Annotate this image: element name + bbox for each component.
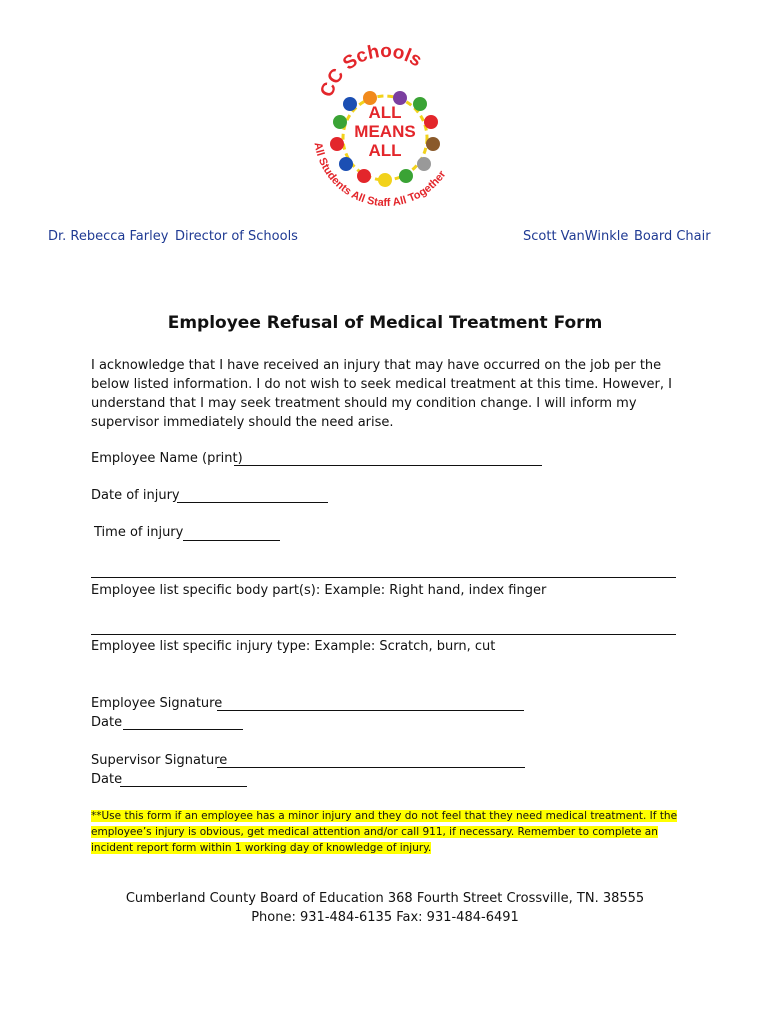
board-chair-title: Board Chair xyxy=(634,229,711,244)
logo-center-line-2: MEANS xyxy=(354,122,416,141)
logo-bottom-arc: All Students All Staff All Together xyxy=(311,141,449,210)
logo-center-line-1: ALL xyxy=(368,103,402,122)
employee-date-line[interactable] xyxy=(123,729,243,730)
footer-address: Cumberland County Board of Education 368 Fourth Street Crossville, TN. 38555 xyxy=(125,891,645,906)
board-chair-name: Scott VanWinkle xyxy=(523,229,629,244)
logo-arc-text: CC Schools xyxy=(316,42,426,101)
time-of-injury-label: Time of injury xyxy=(94,525,184,540)
employee-signature-line[interactable] xyxy=(217,710,524,711)
time-of-injury-line[interactable] xyxy=(183,540,280,541)
instruction-note-text: **Use this form if an employee has a minor injury and they do not feel that they need medical treatment. If the employee’s injury is obvious, get medical attention and/or call 911, if necessary. Remember to complete an incident report form within 1 working day of knowledge of injury. xyxy=(91,810,678,854)
director-name: Dr. Rebecca Farley xyxy=(48,229,169,244)
supervisor-date-line[interactable] xyxy=(120,786,247,787)
supervisor-date-label: Date xyxy=(91,772,123,787)
injury-type-label: Employee list specific injury type: Example: Scratch, burn, cut xyxy=(91,639,496,654)
supervisor-signature-label: Supervisor Signature xyxy=(91,753,228,768)
supervisor-signature-line[interactable] xyxy=(217,767,525,768)
date-of-injury-line[interactable] xyxy=(177,502,328,503)
employee-date-label: Date xyxy=(91,715,123,730)
footer-contact: Phone: 931-484-6135 Fax: 931-484-6491 xyxy=(251,910,519,925)
body-part-line[interactable] xyxy=(91,577,676,578)
intro-paragraph: I acknowledge that I have received an injury that may have occurred on the job per the below listed information. I do not wish to seek medical treatment at this time. However, I understand that I may seek treatment should my condition change. I will inform my supervisor immediately should the need arise. xyxy=(91,358,672,430)
body-part-label: Employee list specific body part(s): Example: Right hand, index finger xyxy=(91,583,547,598)
instruction-note xyxy=(91,808,681,856)
employee-name-label: Employee Name (print) xyxy=(91,451,243,466)
employee-signature-label: Employee Signature xyxy=(91,696,223,711)
form-title: Employee Refusal of Medical Treatment Form xyxy=(167,313,603,333)
date-of-injury-label: Date of injury xyxy=(91,488,180,503)
director-title: Director of Schools xyxy=(175,229,298,244)
cc-schools-logo xyxy=(300,42,470,214)
injury-type-line[interactable] xyxy=(91,634,676,635)
logo-center-line-3: ALL xyxy=(368,141,402,160)
employee-name-line[interactable] xyxy=(234,465,542,466)
